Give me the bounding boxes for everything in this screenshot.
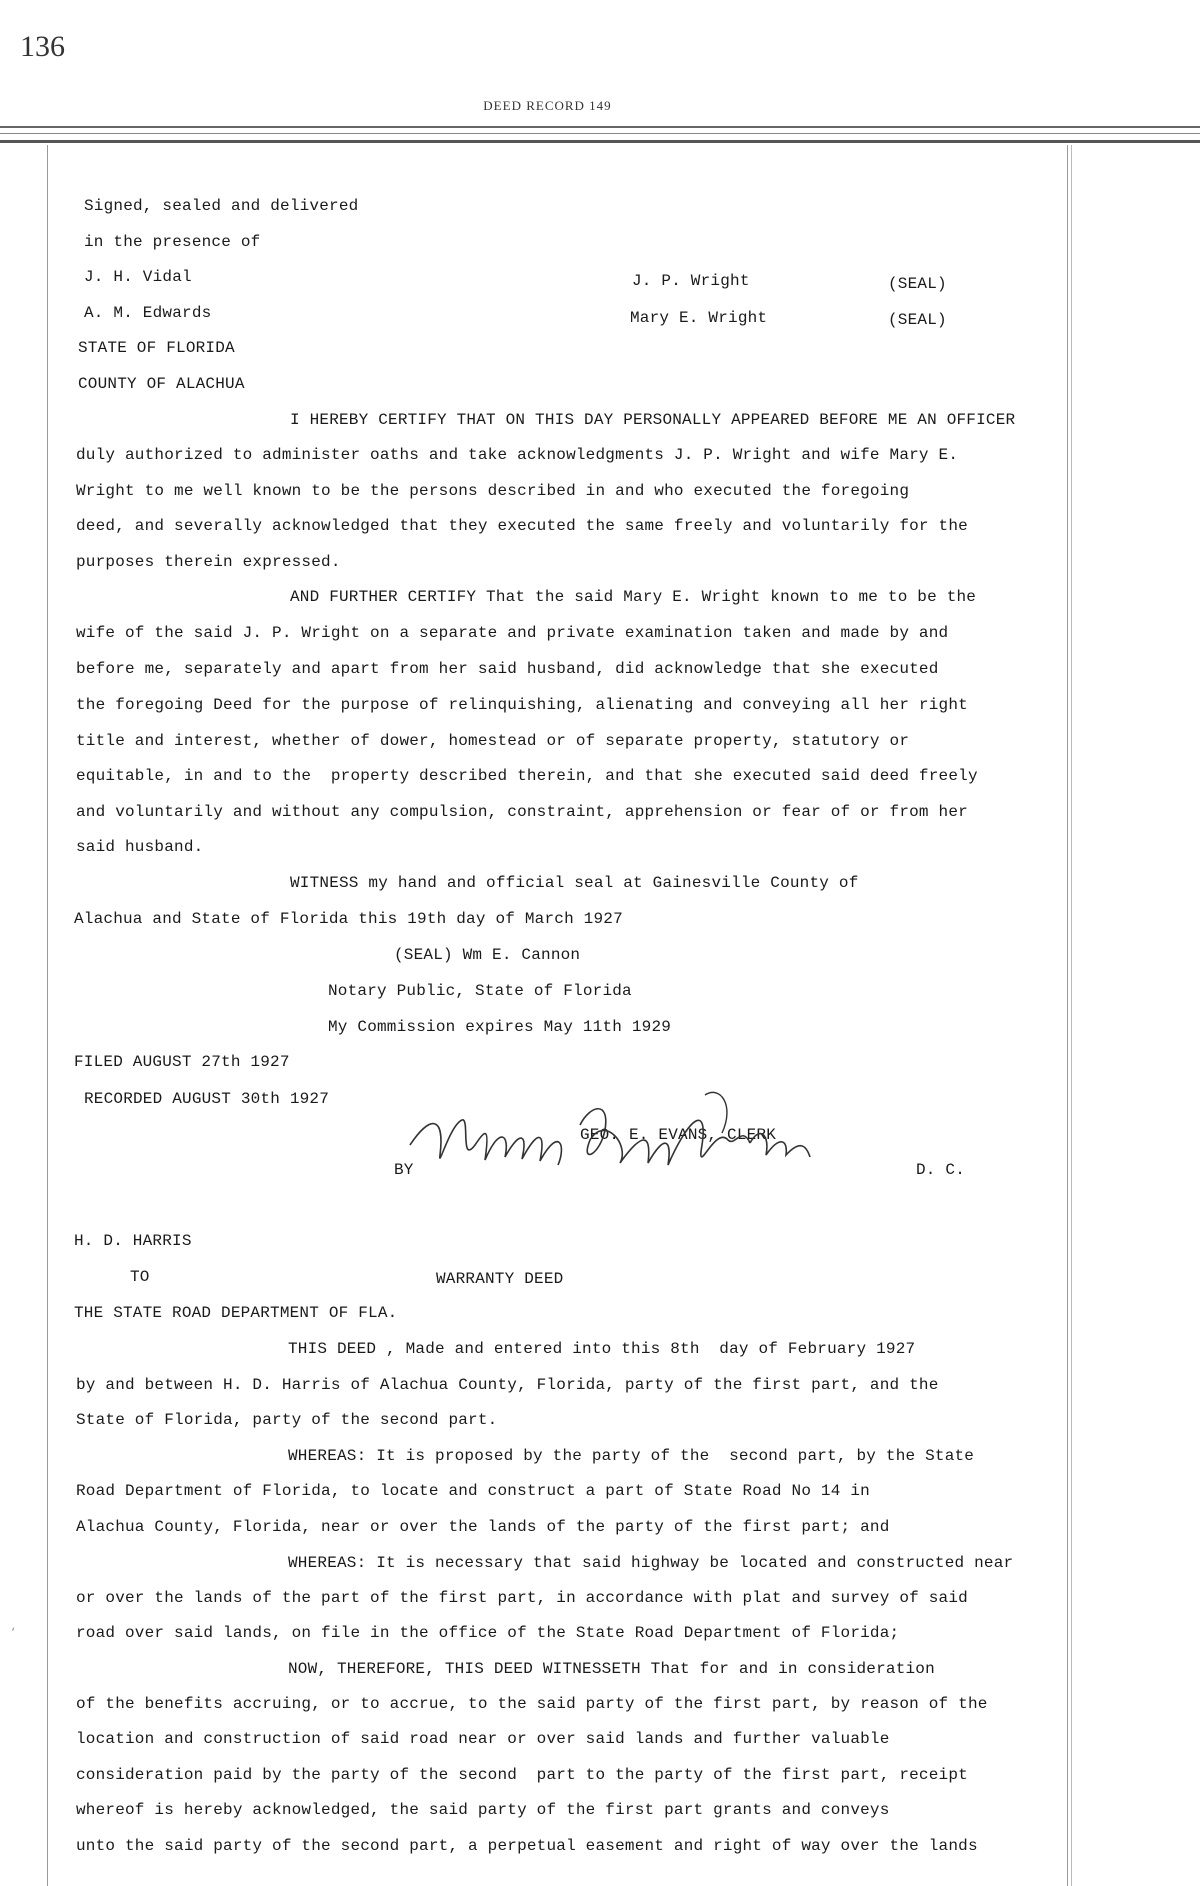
cert-line: said husband.: [76, 838, 204, 856]
deed-line: consideration paid by the party of the second part to the party of the first part, receipt: [76, 1766, 968, 1784]
deed-line: State of Florida, party of the second part.: [76, 1411, 498, 1429]
witness-name: J. H. Vidal: [84, 268, 192, 286]
cert-line: the foregoing Deed for the purpose of relinquishing, alienating and conveying all her right: [76, 696, 968, 714]
deed-line: NOW, THEREFORE, THIS DEED WITNESSETH That for and in consideration: [288, 1660, 935, 1678]
deed-line: unto the said party of the second part, a perpetual easement and right of way over the lands: [76, 1837, 978, 1855]
page-number: 136: [20, 30, 65, 63]
seal-mark: (SEAL): [888, 275, 947, 293]
state-heading: STATE OF FLORIDA: [78, 339, 235, 357]
presence-line: in the presence of: [84, 233, 261, 251]
clerk-signature: [390, 1085, 830, 1195]
margin-line: [47, 145, 48, 1886]
deed-line: or over the lands of the part of the first part, in accordance with plat and survey of said: [76, 1589, 968, 1607]
margin-mark: ‘: [10, 1628, 17, 1639]
to-label: TO: [130, 1268, 150, 1286]
deed-line: Alachua County, Florida, near or over the lands of the party of the first part; and: [76, 1518, 890, 1536]
grantor-signature: J. P. Wright: [632, 272, 750, 290]
cert-line: deed, and severally acknowledged that they executed the same freely and voluntarily for the: [76, 517, 968, 535]
notary-name: (SEAL) Wm E. Cannon: [394, 946, 581, 964]
cert-line: duly authorized to administer oaths and take acknowledgments J. P. Wright and wife Mary E.: [76, 446, 959, 464]
deed-line: whereof is hereby acknowledged, the said party of the first part grants and conveys: [76, 1801, 890, 1819]
cert-line: WITNESS my hand and official seal at Gainesville County of: [290, 874, 859, 892]
header-rule: [0, 140, 1200, 143]
margin-line: [1067, 145, 1068, 1886]
header-rule: [0, 133, 1200, 134]
witness-name: A. M. Edwards: [84, 304, 212, 322]
book-title: DEED RECORD 149: [483, 98, 612, 113]
by-label: BY: [394, 1161, 414, 1179]
cert-line: title and interest, whether of dower, homestead or of separate property, statutory or: [76, 732, 910, 750]
notary-title: Notary Public, State of Florida: [328, 982, 632, 1000]
deed-line: road over said lands, on file in the office of the State Road Department of Florida;: [76, 1624, 900, 1642]
document-type: WARRANTY DEED: [436, 1270, 564, 1288]
cert-line: Wright to me well known to be the persons described in and who executed the foregoing: [76, 482, 910, 500]
grantor-heading: H. D. HARRIS: [74, 1232, 192, 1250]
notary-commission: My Commission expires May 11th 1929: [328, 1018, 672, 1036]
grantee-heading: THE STATE ROAD DEPARTMENT OF FLA.: [74, 1304, 398, 1322]
recorded-date: RECORDED AUGUST 30th 1927: [84, 1090, 330, 1108]
deed-line: location and construction of said road near or over said lands and further valuable: [76, 1730, 890, 1748]
cert-line: AND FURTHER CERTIFY That the said Mary E. Wright known to me to be the: [290, 588, 977, 606]
filed-date: FILED AUGUST 27th 1927: [74, 1053, 290, 1071]
cert-line: I HEREBY CERTIFY THAT ON THIS DAY PERSONALLY APPEARED BEFORE ME AN OFFICER: [290, 411, 1016, 429]
deed-line: THIS DEED , Made and entered into this 8th day of February 1927: [288, 1340, 916, 1358]
margin-line: [1071, 145, 1072, 1886]
county-heading: COUNTY OF ALACHUA: [78, 375, 245, 393]
deed-line: by and between H. D. Harris of Alachua County, Florida, party of the first part, and the: [76, 1376, 939, 1394]
deed-line: WHEREAS: It is proposed by the party of the second part, by the State: [288, 1447, 975, 1465]
deed-line: of the benefits accruing, or to accrue, to the said party of the first part, by reason of the: [76, 1695, 988, 1713]
cert-line: before me, separately and apart from her said husband, did acknowledge that she executed: [76, 660, 939, 678]
seal-mark: (SEAL): [888, 311, 947, 329]
deputy-clerk-label: D. C.: [916, 1161, 966, 1179]
cert-line: purposes therein expressed.: [76, 553, 341, 571]
signed-line: Signed, sealed and delivered: [84, 197, 359, 215]
grantor-signature: Mary E. Wright: [630, 309, 768, 327]
deed-line: Road Department of Florida, to locate and construct a part of State Road No 14 in: [76, 1482, 870, 1500]
cert-line: Alachua and State of Florida this 19th day of March 1927: [74, 910, 623, 928]
cert-line: equitable, in and to the property described therein, and that she executed said deed freely: [76, 767, 978, 785]
cert-line: wife of the said J. P. Wright on a separate and private examination taken and made by and: [76, 624, 949, 642]
deed-line: WHEREAS: It is necessary that said highway be located and constructed near: [288, 1554, 1014, 1572]
cert-line: and voluntarily and without any compulsion, constraint, apprehension or fear of or from her: [76, 803, 968, 821]
header-rule: [0, 126, 1200, 128]
clerk-name: GEO. E. EVANS, CLERK: [580, 1126, 777, 1144]
